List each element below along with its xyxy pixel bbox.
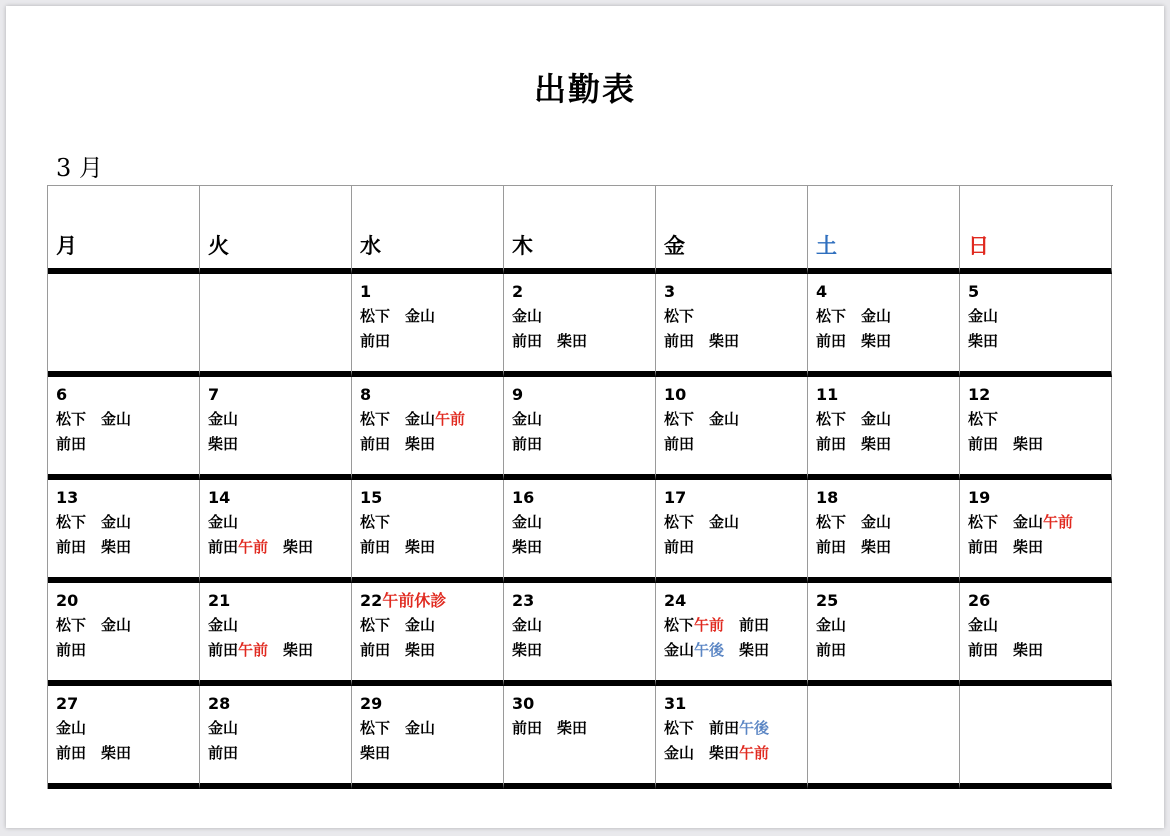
day-number: 28 [208,694,231,713]
staff-names: 金山 柴田 [664,744,740,762]
staff-names: 前田 [208,744,239,762]
day-cell-14 [200,480,352,583]
staff-line [816,407,951,432]
staff-names: 松下 金山 [56,513,132,531]
day-cell-24 [656,583,808,686]
day-cell-3 [656,274,808,377]
staff-names: 金山 [512,616,543,634]
staff-names: 前田 柴田 [968,641,1044,659]
staff-line [208,716,343,741]
staff-line [664,407,799,432]
staff-names: 前田 柴田 [816,332,892,350]
staff-line [816,329,951,354]
staff-names: 松下 金山 [816,410,892,428]
day-number: 30 [512,694,535,713]
staff-names: 松下 金山 [360,719,436,737]
staff-line [56,535,191,560]
staff-names: 前田 柴田 [816,435,892,453]
staff-line [56,432,191,457]
staff-names: 柴田 [724,641,770,659]
staff-names: 金山 [56,719,87,737]
staff-line [968,329,1103,354]
shift-tag: 午前 [435,410,466,428]
day-number: 12 [968,385,991,404]
staff-line [512,613,647,638]
staff-line [816,432,951,457]
day-cell-7 [200,377,352,480]
day-number: 29 [360,694,383,713]
day-cell-8 [352,377,504,480]
staff-line [664,329,799,354]
staff-names: 前田 [56,435,87,453]
day-number: 1 [360,282,372,301]
shift-tag: 午後 [739,719,770,737]
staff-line [664,638,799,663]
staff-names: 松下 金山 [360,307,436,325]
day-cell-12 [960,377,1112,480]
staff-line [968,510,1103,535]
staff-line [208,407,343,432]
calendar-grid [47,185,1113,789]
staff-names: 前田 柴田 [968,538,1044,556]
staff-names: 柴田 [968,332,999,350]
staff-line [512,329,647,354]
staff-names: 前田 柴田 [56,744,132,762]
staff-names: 前田 柴田 [816,538,892,556]
day-number: 5 [968,282,980,301]
day-cell-9 [504,377,656,480]
day-number: 2 [512,282,524,301]
day-number: 7 [208,385,220,404]
day-cell-29 [352,686,504,789]
staff-names: 前田 柴田 [360,435,436,453]
staff-names: 松下 金山 [664,513,740,531]
staff-line [512,510,647,535]
staff-names: 金山 [208,719,239,737]
staff-line [968,407,1103,432]
staff-line [56,407,191,432]
staff-line [664,613,799,638]
day-number: 8 [360,385,372,404]
staff-line [512,638,647,663]
staff-line [360,741,495,766]
day-cell-25 [808,583,960,686]
day-number: 9 [512,385,524,404]
staff-names: 金山 [208,513,239,531]
weekday-header-fri: 金 [656,186,808,274]
staff-line [360,535,495,560]
shift-tag: 午後 [694,641,725,659]
day-cell-18 [808,480,960,583]
day-number: 13 [56,488,79,507]
staff-line [360,716,495,741]
staff-line [816,638,951,663]
staff-line [816,304,951,329]
empty-day-cell [200,274,352,377]
shift-tag: 午前 [1043,513,1074,531]
staff-line [512,407,647,432]
day-cell-17 [656,480,808,583]
staff-line [968,535,1103,560]
day-cell-27 [48,686,200,789]
weekday-header-sat: 土 [808,186,960,274]
staff-names: 松下 金山 [968,513,1044,531]
staff-line [208,638,343,663]
staff-names: 前田 [360,332,391,350]
staff-names: 松下 金山 [360,410,436,428]
staff-line [360,613,495,638]
day-number: 16 [512,488,535,507]
day-number: 6 [56,385,68,404]
staff-line [512,716,647,741]
day-number: 18 [816,488,839,507]
weekday-header-thu: 木 [504,186,656,274]
day-cell-28 [200,686,352,789]
staff-names: 松下 金山 [56,616,132,634]
day-number: 11 [816,385,839,404]
staff-names: 松下 金山 [360,616,436,634]
day-cell-4 [808,274,960,377]
staff-names: 前田 柴田 [360,538,436,556]
staff-line [208,613,343,638]
staff-names: 前田 [816,641,847,659]
day-number: 10 [664,385,687,404]
empty-day-cell [48,274,200,377]
day-number: 21 [208,591,231,610]
staff-names: 前田 柴田 [664,332,740,350]
staff-names: 柴田 [208,435,239,453]
staff-names: 金山 [512,307,543,325]
staff-names: 前田 [664,538,695,556]
month-label: 3 月 [56,154,103,182]
staff-line [664,741,799,766]
attendance-sheet [6,6,1164,828]
day-number: 4 [816,282,828,301]
shift-tag: 午前 [238,641,269,659]
staff-line [208,510,343,535]
staff-line [208,741,343,766]
staff-line [816,510,951,535]
staff-names: 金山 [816,616,847,634]
shift-tag: 午前 [694,616,725,634]
staff-line [208,432,343,457]
staff-line [56,613,191,638]
staff-names: 松下 前田 [664,719,740,737]
staff-names: 柴田 [268,538,314,556]
staff-line [968,432,1103,457]
day-cell-10 [656,377,808,480]
staff-line [968,638,1103,663]
staff-names: 松下 [664,616,695,634]
day-cell-20 [48,583,200,686]
staff-names: 松下 [360,513,391,531]
staff-names: 金山 [208,616,239,634]
staff-line [56,510,191,535]
staff-line [360,432,495,457]
day-cell-15 [352,480,504,583]
staff-names: 金山 [968,307,999,325]
day-cell-31 [656,686,808,789]
staff-names: 柴田 [268,641,314,659]
staff-names: 前田 柴田 [56,538,132,556]
day-cell-13 [48,480,200,583]
day-number: 3 [664,282,676,301]
day-cell-19 [960,480,1112,583]
weekday-header-tue: 火 [200,186,352,274]
staff-names: 松下 金山 [816,513,892,531]
staff-names: 前田 柴田 [512,719,588,737]
day-cell-6 [48,377,200,480]
staff-line [816,613,951,638]
staff-line [56,638,191,663]
staff-names: 前田 柴田 [968,435,1044,453]
staff-names: 前田 [208,538,239,556]
weekday-header-wed: 水 [352,186,504,274]
staff-names: 前田 柴田 [360,641,436,659]
day-number: 23 [512,591,535,610]
staff-names: 松下 [968,410,999,428]
staff-line [968,613,1103,638]
staff-names: 金山 [512,513,543,531]
shift-tag: 午前 [238,538,269,556]
staff-names: 前田 [724,616,770,634]
staff-names: 金山 [664,641,695,659]
day-cell-1 [352,274,504,377]
day-number: 17 [664,488,687,507]
staff-line [208,535,343,560]
day-number: 15 [360,488,383,507]
day-cell-5 [960,274,1112,377]
staff-line [664,535,799,560]
staff-line [360,638,495,663]
empty-day-cell [808,686,960,789]
staff-names: 松下 [664,307,695,325]
day-number: 25 [816,591,839,610]
day-cell-26 [960,583,1112,686]
staff-names: 松下 金山 [664,410,740,428]
staff-line [360,304,495,329]
staff-names: 松下 金山 [56,410,132,428]
day-cell-11 [808,377,960,480]
staff-line [816,535,951,560]
staff-line [512,535,647,560]
staff-line [360,510,495,535]
day-cell-2 [504,274,656,377]
staff-names: 金山 [208,410,239,428]
day-cell-23 [504,583,656,686]
staff-names: 前田 [512,435,543,453]
staff-names: 松下 金山 [816,307,892,325]
weekday-header-sun: 日 [960,186,1112,274]
day-number: 20 [56,591,79,610]
day-number: 31 [664,694,687,713]
staff-line [664,304,799,329]
day-number: 19 [968,488,991,507]
weekday-header-mon: 月 [48,186,200,274]
shift-tag: 午前 [739,744,770,762]
day-number: 26 [968,591,991,610]
staff-names: 柴田 [512,538,543,556]
staff-line [56,741,191,766]
day-cell-16 [504,480,656,583]
staff-line [664,510,799,535]
staff-line [56,716,191,741]
staff-names: 前田 柴田 [512,332,588,350]
staff-line [360,407,495,432]
staff-names: 柴田 [512,641,543,659]
staff-names: 金山 [512,410,543,428]
staff-line [968,304,1103,329]
staff-line [664,716,799,741]
day-number: 14 [208,488,231,507]
day-number: 22午前休診 [360,591,447,610]
staff-line [664,432,799,457]
page-title: 出勤表 [533,70,636,108]
staff-names: 柴田 [360,744,391,762]
staff-line [512,432,647,457]
empty-day-cell [960,686,1112,789]
day-note: 午前休診 [382,591,447,610]
day-cell-21 [200,583,352,686]
day-cell-22 [352,583,504,686]
staff-names: 金山 [968,616,999,634]
staff-line [512,304,647,329]
staff-names: 前田 [208,641,239,659]
staff-names: 前田 [664,435,695,453]
day-number: 24 [664,591,687,610]
day-number: 27 [56,694,79,713]
day-cell-30 [504,686,656,789]
staff-names: 前田 [56,641,87,659]
staff-line [360,329,495,354]
